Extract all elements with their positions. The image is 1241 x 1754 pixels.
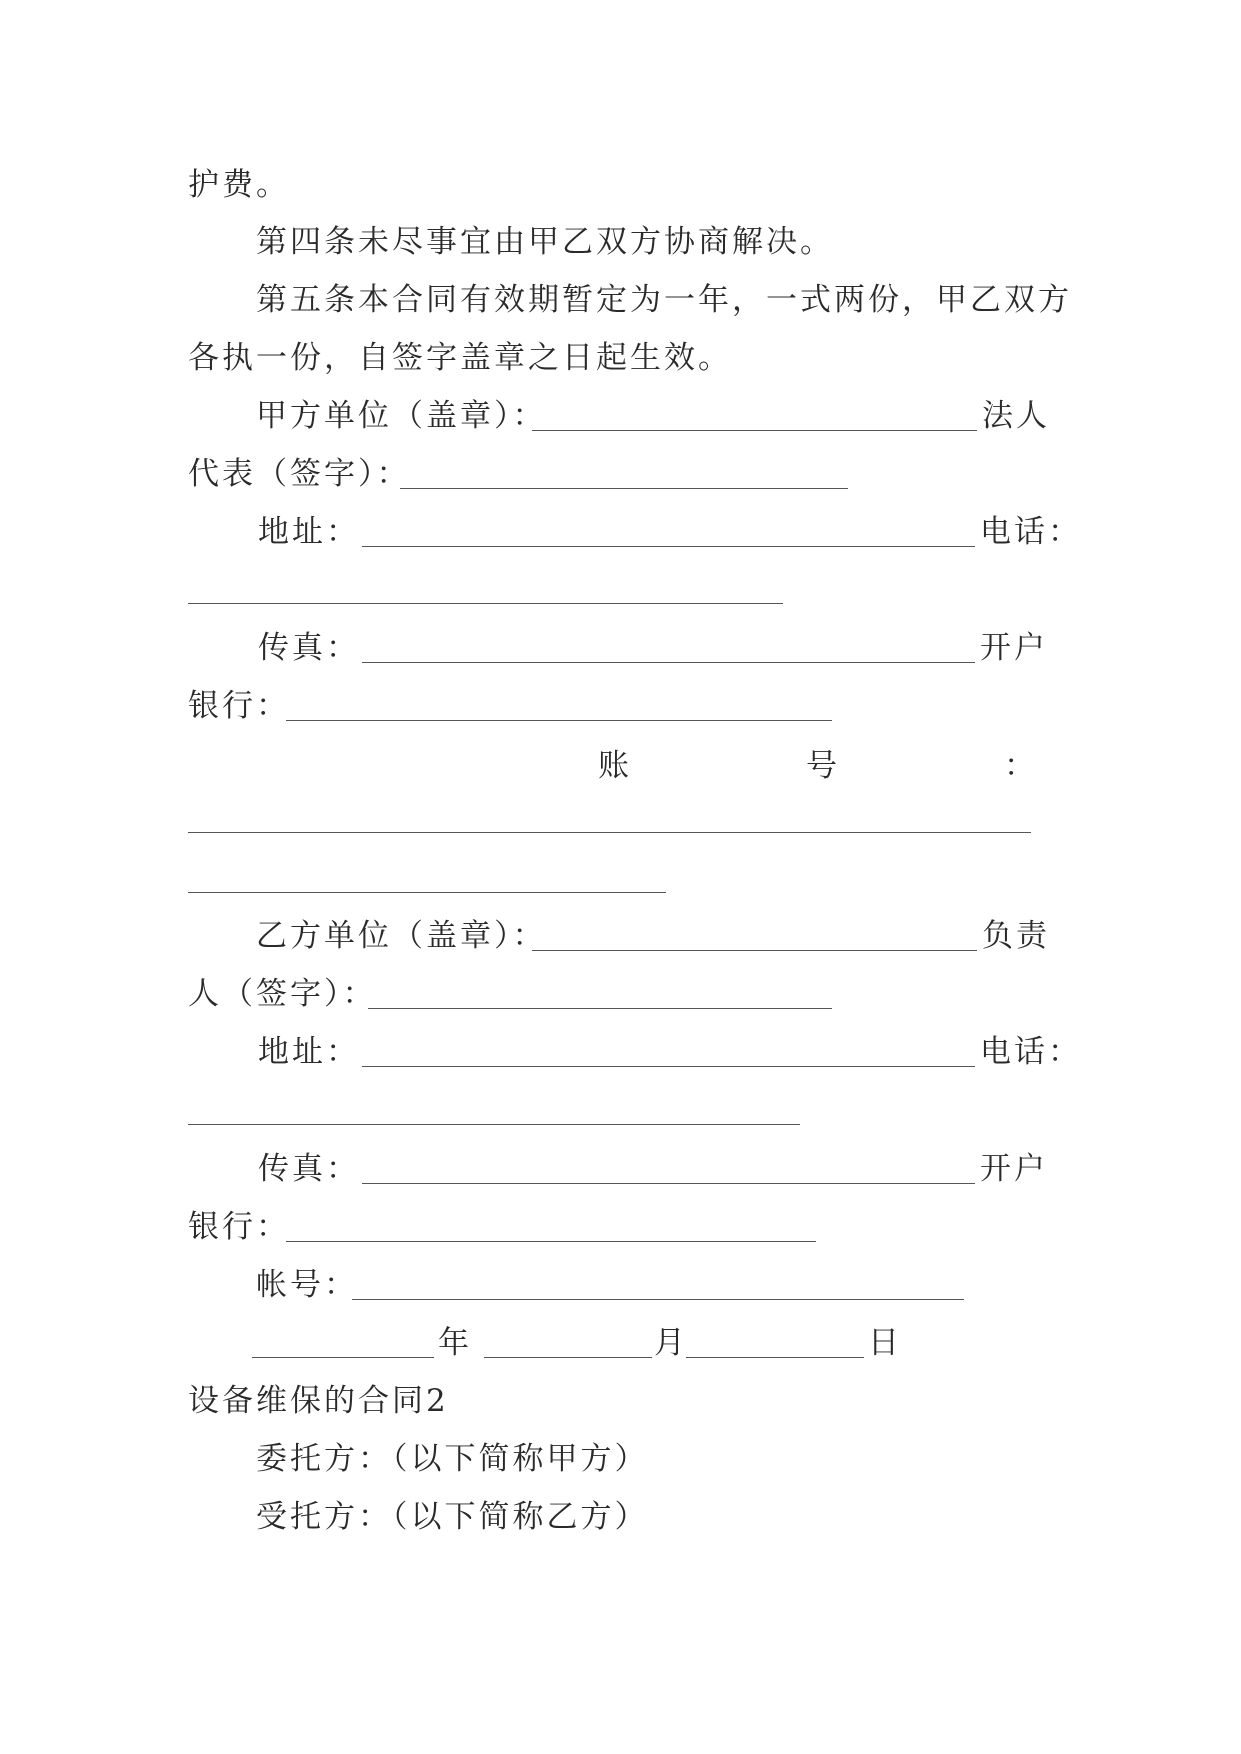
party-a-unit-label: 甲方单位（盖章）：	[256, 398, 547, 434]
date-day-blank[interactable]	[686, 1357, 864, 1358]
contract-2-contractor: 受托方：（以下简称乙方）	[256, 1499, 649, 1535]
party-a-phone-label: 电话：	[980, 514, 1082, 550]
party-b-account-blank[interactable]	[352, 1299, 964, 1300]
party-b-bank-label-1: 开户	[980, 1151, 1048, 1187]
date-month-label: 月	[654, 1325, 688, 1361]
clause-5: 第五条本合同有效期暂定为一年，一式两份，甲乙双方	[256, 282, 1072, 318]
party-b-fax-label: 传真：	[258, 1151, 360, 1187]
party-b-bank-blank[interactable]	[286, 1241, 816, 1242]
party-a-bank-label-2: 银行：	[188, 688, 290, 724]
party-b-fax-blank[interactable]	[362, 1183, 975, 1184]
party-a-address-blank[interactable]	[362, 546, 975, 547]
party-a-fax-label: 传真：	[258, 630, 360, 666]
party-a-account-colon: ：	[1004, 748, 1038, 784]
party-b-person-label-1: 负责	[982, 918, 1050, 954]
party-b-unit-blank[interactable]	[532, 950, 977, 951]
party-a-account-char-2: 号	[806, 748, 840, 784]
party-b-address-blank[interactable]	[362, 1066, 975, 1067]
clause-5-cont: 各执一份，自签字盖章之日起生效。	[188, 340, 732, 376]
party-b-address-label: 地址：	[258, 1034, 360, 1070]
party-a-address-label: 地址：	[258, 514, 360, 550]
date-month-blank[interactable]	[484, 1357, 652, 1358]
text-line-1: 护费。	[188, 167, 290, 203]
contract-2-title: 设备维保的合同2	[188, 1383, 449, 1419]
date-day-label: 日	[868, 1325, 902, 1361]
party-a-bank-label-1: 开户	[980, 630, 1048, 666]
party-a-account-blank-1[interactable]	[188, 832, 1031, 833]
party-b-phone-label: 电话：	[980, 1034, 1082, 1070]
party-b-account-label: 帐号：	[256, 1267, 358, 1303]
contract-2-client: 委托方：（以下简称甲方）	[256, 1441, 649, 1477]
party-b-bank-label-2: 银行：	[188, 1209, 290, 1245]
party-a-phone-blank[interactable]	[188, 603, 783, 604]
party-a-account-blank-2[interactable]	[188, 892, 666, 893]
party-b-unit-label: 乙方单位（盖章）：	[256, 918, 547, 954]
party-a-fax-blank[interactable]	[362, 662, 975, 663]
party-a-legal-rep-label-1: 法人	[982, 398, 1050, 434]
party-b-person-label-2: 人（签字）：	[188, 976, 377, 1012]
party-a-account-char-1: 账	[598, 748, 632, 784]
party-b-phone-blank[interactable]	[188, 1124, 800, 1125]
party-a-unit-blank[interactable]	[532, 430, 977, 431]
party-a-bank-blank[interactable]	[286, 720, 832, 721]
party-a-legal-rep-label-2: 代表（签字）：	[188, 456, 411, 492]
party-a-legal-rep-blank[interactable]	[400, 488, 848, 489]
date-year-label: 年	[438, 1325, 472, 1361]
date-year-blank[interactable]	[252, 1357, 434, 1358]
clause-4: 第四条未尽事宜由甲乙双方协商解决。	[256, 224, 834, 260]
party-b-person-blank[interactable]	[368, 1008, 832, 1009]
